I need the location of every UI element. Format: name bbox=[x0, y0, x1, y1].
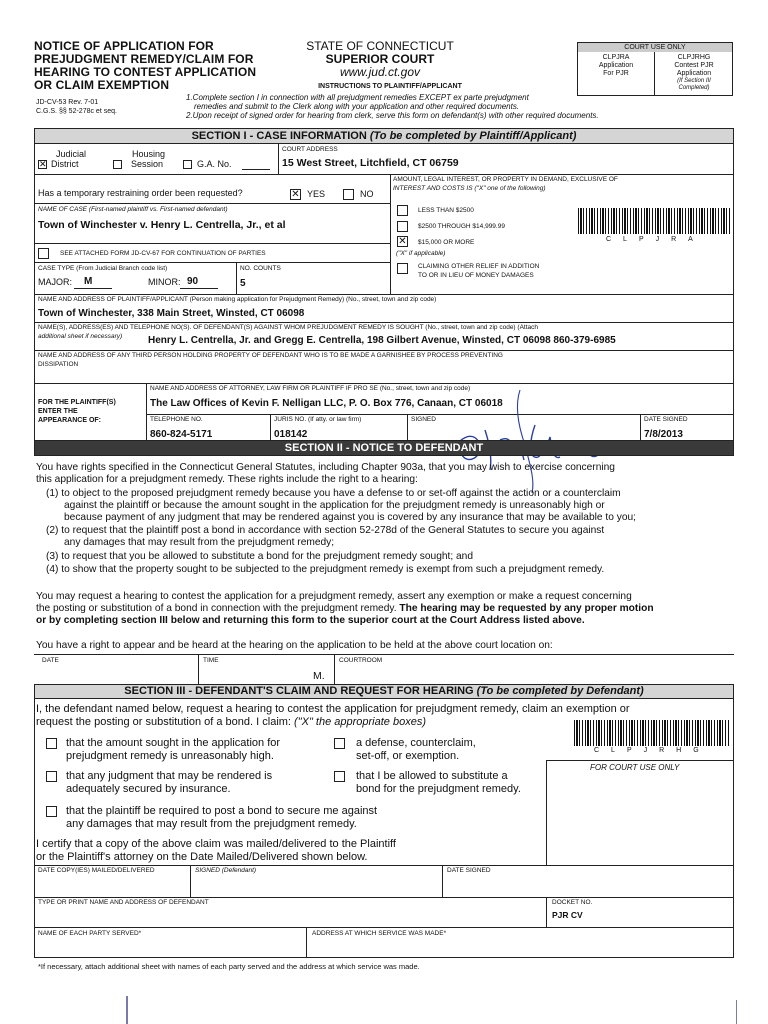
other-relief-label: CLAIMING OTHER RELIEF IN ADDITION bbox=[418, 263, 540, 270]
claim-substitute-bond-label bbox=[356, 770, 521, 796]
title-line: HEARING TO CONTEST APPLICATION bbox=[34, 65, 257, 79]
hearing-time-m: M. bbox=[313, 670, 325, 682]
hearing-paragraph-2 bbox=[36, 603, 654, 615]
other-relief-label-2: TO OR IN LIEU OF MONEY DAMAGES bbox=[418, 272, 534, 279]
date-signed-value: 7/8/2013 bbox=[644, 429, 683, 440]
text-run: request the posting or substitution of a bond. I claim: bbox=[36, 716, 295, 728]
claim-intro: I, the defendant named below, request a hearing to contest the application for prejudgment remedy, claim an exemption or bbox=[36, 703, 630, 715]
defendant-name-address-label: TYPE OR PRINT NAME AND ADDRESS OF DEFENDANT bbox=[38, 899, 209, 906]
label-text: that any judgment that may be rendered is bbox=[66, 770, 273, 782]
title-line: NOTICE OF APPLICATION FOR bbox=[34, 39, 214, 53]
label-text: set-off, or exemption. bbox=[356, 750, 460, 762]
case-name-label: NAME OF CASE (First-named plaintiff vs. First-named defendant) bbox=[38, 206, 228, 213]
judicial-district-checkbox[interactable]: ✕ bbox=[39, 159, 47, 169]
instructions bbox=[186, 93, 726, 120]
tro-yes-checkbox[interactable]: ✕ bbox=[291, 189, 300, 200]
section-3-subtitle: (To be completed by Defendant) bbox=[476, 685, 644, 697]
continuation-checkbox[interactable] bbox=[38, 248, 49, 259]
instruction-1-cont: remedies and submit to the Clerk along with your application and other required documents. bbox=[194, 102, 520, 111]
tro-no-checkbox[interactable] bbox=[343, 189, 354, 200]
section-1-bar bbox=[34, 128, 734, 144]
right-4: (4) to show that the property sought to be subjected to the prejudgment remedy is exempt from such a prejudgment remedy. bbox=[46, 564, 605, 575]
label-text: a defense, counterclaim, bbox=[356, 737, 476, 749]
amount-less-2500-checkbox[interactable] bbox=[397, 205, 408, 216]
notice-intro: You have rights specified in the Connecticut General Statutes, including Chapter 903a, that you may wish to exercise concerning bbox=[36, 462, 615, 473]
right-2-cont: any damages that may result from the prejudgment remedy; bbox=[64, 537, 335, 548]
instruction-2: 2.Upon receipt of signed order for hearing from clerk, serve this form on defendant(s) with other required documents. bbox=[186, 111, 599, 120]
statute-ref: C.G.S. §§ 52-278c et seq. bbox=[36, 108, 117, 115]
minor-value: 90 bbox=[187, 276, 199, 287]
date-signed-label: DATE SIGNED bbox=[644, 416, 688, 423]
amount-note: ("X" if applicable) bbox=[396, 250, 446, 257]
certification: I certify that a copy of the above claim was mailed/delivered to the Plaintiff bbox=[36, 838, 396, 850]
title-line: OR CLAIM EXEMPTION bbox=[34, 78, 170, 92]
court-use-text: CLPJRA bbox=[602, 54, 630, 61]
court-use-col2 bbox=[655, 54, 733, 92]
housing-session-checkbox[interactable] bbox=[113, 160, 122, 169]
ga-label: G.A. No. bbox=[197, 159, 232, 169]
right-1-cont: against the plaintiff or because the amount sought in the application for the prejudgment remedy is unreasonably high or bbox=[64, 500, 605, 511]
title-line: PREJUDGMENT REMEDY/CLAIM FOR bbox=[34, 52, 254, 66]
court-use-text: Application bbox=[598, 62, 634, 69]
hearing-paragraph: You may request a hearing to contest the application for a prejudgment remedy, assert any exemption or make a request concerning bbox=[36, 591, 632, 602]
defendant-date-signed-label: DATE SIGNED bbox=[447, 867, 491, 874]
tro-question: Has a temporary restraining order been requested? bbox=[38, 188, 243, 198]
label-text: Judicial bbox=[56, 149, 87, 159]
amount-label: AMOUNT, LEGAL INTEREST, OR PROPERTY IN DEMAND, EXCLUSIVE OF bbox=[393, 176, 618, 183]
court-use-text: For PJR bbox=[603, 70, 629, 77]
tro-yes-label: YES bbox=[307, 189, 326, 199]
juris-label: JURIS NO. (If atty. or law firm) bbox=[274, 416, 362, 423]
scan-mark bbox=[736, 1000, 737, 1024]
signed-label: SIGNED bbox=[411, 416, 436, 423]
minor-label: MINOR: bbox=[148, 277, 181, 287]
attorney-label: NAME AND ADDRESS OF ATTORNEY, LAW FIRM OR PLAINTIFF IF PRO SE (No., street, town and zip code) bbox=[150, 385, 471, 392]
defendant-name-address: Henry L. Centrella, Jr. and Gregg E. Centrella, 198 Gilbert Avenue, Winsted, CT 06098 860-379-6985 bbox=[148, 335, 616, 346]
court-use-text: CLPJRHG bbox=[677, 54, 711, 61]
housing-label: Housing bbox=[132, 149, 166, 159]
judicial-district-label bbox=[56, 149, 86, 159]
claim-defense-checkbox[interactable] bbox=[334, 738, 345, 749]
section-1-title: SECTION I - CASE INFORMATION bbox=[191, 130, 367, 142]
label-text: FOR THE PLAINTIFF(S) bbox=[38, 399, 116, 406]
major-label: MAJOR: bbox=[38, 277, 73, 287]
ga-checkbox[interactable] bbox=[183, 160, 192, 169]
right-2: (2) to request that the plaintiff post a bond in accordance with section 52-278d of the General Statutes to secure you against bbox=[46, 525, 605, 536]
garnishee-label: NAME AND ADDRESS OF ANY THIRD PERSON HOLDING PROPERTY OF DEFENDANT WHO IS TO BE MADE A GARNISHEE BY PROCESS PREVENTING bbox=[38, 352, 503, 359]
counts-value: 5 bbox=[240, 278, 246, 289]
claim-plaintiff-bond-label bbox=[66, 805, 377, 831]
text-run: The hearing may be requested by any proper motion bbox=[399, 603, 654, 614]
district-label: District bbox=[51, 159, 79, 169]
court-use-text: (If Section III bbox=[677, 78, 711, 84]
counts-label: NO. COUNTS bbox=[240, 265, 281, 272]
label-text: bond for the prejudgment remedy. bbox=[356, 783, 521, 795]
section-3-title: SECTION III - DEFENDANT'S CLAIM AND REQUEST FOR HEARING bbox=[124, 685, 474, 697]
phone-value: 860-824-5171 bbox=[150, 429, 213, 440]
date-copy-label: DATE COPY(IES) MAILED/DELIVERED bbox=[38, 867, 155, 874]
court-use-text: Contest PJR bbox=[674, 62, 714, 69]
label-text: APPEARANCE OF: bbox=[38, 417, 102, 424]
juris-value: 018142 bbox=[274, 429, 308, 440]
defendant-signed-label: SIGNED (Defendant) bbox=[195, 867, 257, 874]
other-relief-checkbox[interactable] bbox=[397, 263, 408, 274]
form-title bbox=[34, 40, 256, 92]
label-text: prejudgment remedy is unreasonably high. bbox=[66, 750, 274, 762]
plaintiff-name-address: Town of Winchester, 338 Main Street, Winsted, CT 06098 bbox=[38, 308, 305, 319]
claim-plaintiff-bond-checkbox[interactable] bbox=[46, 806, 57, 817]
address-served-label: ADDRESS AT WHICH SERVICE WAS MADE* bbox=[312, 930, 447, 937]
text-run: the posting or substitution of a bond in connection with the prejudgment remedy. bbox=[36, 603, 400, 614]
amount-15000-checkbox[interactable]: ✕ bbox=[398, 236, 407, 247]
amount-label-2: INTEREST AND COSTS IS ("X" one of the following) bbox=[393, 185, 546, 192]
hearing-time-label: TIME bbox=[203, 657, 219, 664]
claim-insurance-checkbox[interactable] bbox=[46, 771, 57, 782]
amount-2500-14999-checkbox[interactable] bbox=[397, 221, 408, 232]
claim-substitute-bond-checkbox[interactable] bbox=[334, 771, 345, 782]
session-label: Session bbox=[131, 159, 164, 169]
amount-option-2: $2500 THROUGH $14,999.99 bbox=[418, 223, 505, 230]
certification-2: or the Plaintiff's attorney on the Date Mailed/Delivered shown below. bbox=[36, 851, 368, 863]
hearing-date-label: DATE bbox=[42, 657, 59, 664]
phone-label: TELEPHONE NO. bbox=[150, 416, 203, 423]
defendant-label: NAME(S), ADDRESS(ES) AND TELEPHONE NO(S). OF DEFENDANT(S) AGAINST WHOM PREJUDGMENT REMEDY IS SOUGHT (No., street, town and zip code) (Attach bbox=[38, 324, 538, 331]
court-use-text: Completed) bbox=[678, 85, 710, 91]
claim-intro-2 bbox=[36, 716, 426, 729]
barcode-clpjra bbox=[578, 208, 730, 234]
instruction-1: 1.Complete section I in connection with all prejudgment remedies EXCEPT ex parte prejudgment bbox=[186, 93, 529, 102]
tro-no-label: NO bbox=[360, 189, 374, 199]
footnote: *If necessary, attach additional sheet with names of each party served and the address at which service was made. bbox=[38, 962, 420, 971]
scan-mark bbox=[126, 996, 128, 1024]
court-use-only-label: FOR COURT USE ONLY bbox=[590, 763, 680, 772]
barcode-clpjrhg-label: CLPJRHG bbox=[594, 747, 711, 754]
form-number: JD-CV-53 Rev. 7-01 bbox=[36, 99, 99, 106]
right-1: (1) to object to the proposed prejudgment remedy because you have a defense to or set-off against the action or a counterclaim bbox=[46, 488, 621, 499]
notice-intro-2: this application for a prejudgment remedy. These rights include the right to a hearing: bbox=[36, 474, 418, 485]
major-value: M bbox=[84, 276, 93, 287]
court-address: 15 West Street, Litchfield, CT 06759 bbox=[282, 157, 459, 169]
text-run: ("X" the appropriate boxes) bbox=[294, 716, 426, 728]
party-served-label: NAME OF EACH PARTY SERVED* bbox=[38, 930, 142, 937]
plaintiff-label: NAME AND ADDRESS OF PLAINTIFF/APPLICANT (Person making application for Prejudgment Remedy) (No., street, town and zip code) bbox=[38, 296, 437, 303]
section-3-bar bbox=[34, 684, 734, 699]
right-1-cont-2: because payment of any judgment that may be rendered against you is covered by any insurance that may be available to you; bbox=[64, 512, 636, 523]
state-name: STATE OF CONNECTICUT bbox=[306, 39, 454, 53]
label-text: that the amount sought in the application for bbox=[66, 737, 281, 749]
barcode-clpjrhg bbox=[574, 720, 730, 746]
barcode-clpjra-label: CLPJRA bbox=[606, 236, 705, 243]
docket-label: DOCKET NO. bbox=[552, 899, 593, 906]
court-use-title: COURT USE ONLY bbox=[578, 43, 732, 52]
label-text: any damages that may result from the prejudgment remedy. bbox=[66, 818, 357, 830]
appearance-label bbox=[38, 398, 116, 425]
website: www.jud.ct.gov bbox=[339, 65, 421, 79]
label-text: that the plaintiff be required to post a bond to secure me against bbox=[66, 805, 378, 817]
section-1-subtitle: (To be completed by Plaintiff/Applicant) bbox=[369, 130, 577, 142]
label-text: ENTER THE bbox=[38, 408, 78, 415]
court-address-label: COURT ADDRESS bbox=[282, 146, 338, 153]
appearance-right: You have a right to appear and be heard at the hearing on the application to be held at the above court location on: bbox=[36, 640, 553, 651]
docket-value: PJR CV bbox=[552, 910, 583, 920]
courtroom-label: COURTROOM bbox=[339, 657, 383, 664]
instructions-title: INSTRUCTIONS TO PLAINTIFF/APPLICANT bbox=[318, 83, 462, 90]
amount-option-1: LESS THAN $2500 bbox=[418, 207, 474, 214]
section-2-title: SECTION II - NOTICE TO DEFENDANT bbox=[284, 442, 484, 454]
court-use-col1 bbox=[578, 54, 654, 78]
claim-amount-high-label bbox=[66, 737, 280, 763]
court-name: SUPERIOR COURT bbox=[325, 52, 435, 66]
court-use-only-box bbox=[577, 42, 733, 96]
section-2-bar bbox=[34, 440, 734, 456]
case-type-label: CASE TYPE (From Judicial Branch code list) bbox=[38, 265, 168, 272]
garnishee-label-2: DISSIPATION bbox=[38, 361, 79, 368]
right-3: (3) to request that you be allowed to substitute a bond for the prejudgment remedy sought; and bbox=[46, 551, 474, 562]
case-name: Town of Winchester v. Henry L. Centrella, Jr., et al bbox=[38, 219, 286, 231]
claim-defense-label bbox=[356, 737, 476, 763]
attorney-name-address: The Law Offices of Kevin F. Nelligan LLC, P. O. Box 776, Canaan, CT 06018 bbox=[150, 398, 503, 409]
claim-amount-high-checkbox[interactable] bbox=[46, 738, 57, 749]
defendant-label-2: additional sheet if necessary) bbox=[38, 333, 123, 340]
continuation-label: SEE ATTACHED FORM JD-CV-67 FOR CONTINUATION OF PARTIES bbox=[60, 250, 266, 257]
claim-insurance-label bbox=[66, 770, 272, 796]
court-heading bbox=[300, 40, 460, 79]
hearing-paragraph-3: or by completing section III below and returning this form to the superior court at the Court Address listed above. bbox=[36, 615, 585, 626]
amount-option-3: $15,000 OR MORE bbox=[418, 239, 475, 246]
court-use-text: Application bbox=[676, 70, 712, 77]
label-text: that I be allowed to substitute a bbox=[356, 770, 508, 782]
label-text: adequately secured by insurance. bbox=[66, 783, 231, 795]
